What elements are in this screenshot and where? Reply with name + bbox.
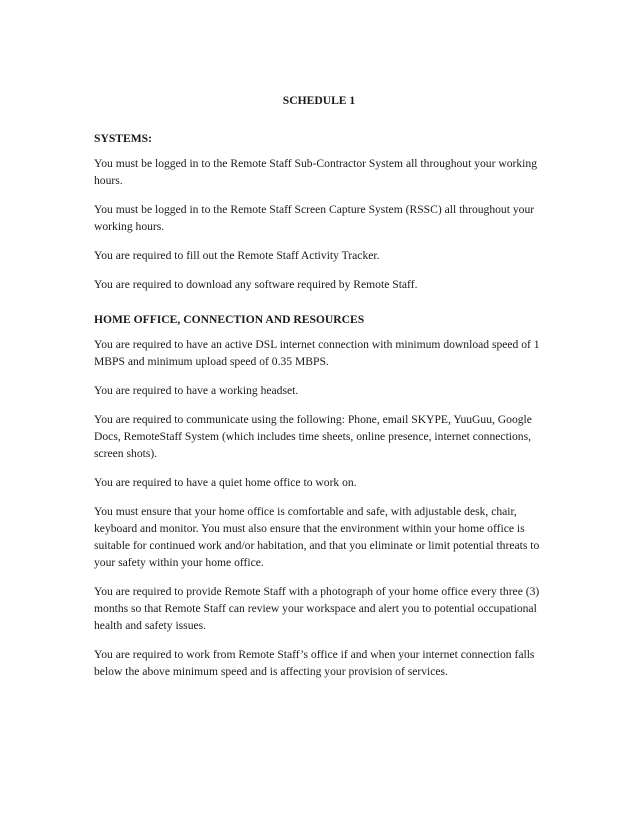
paragraph: You are required to have a quiet home office to work on.	[94, 476, 357, 489]
section-heading: HOME OFFICE, CONNECTION AND RESOURCES	[94, 313, 365, 326]
paragraph: You are required to fill out the Remote Staff Activity Tracker.	[94, 249, 380, 262]
paragraph: You are required to download any software required by Remote Staff.	[94, 278, 418, 291]
systems-section	[94, 130, 544, 293]
paragraph: You are required to provide Remote Staff with a photograph of your home office every three (3) months so that Remote Staff can review your workspace and alert you to potential occupational health and safety issues.	[94, 585, 540, 632]
paragraph: You are required to work from Remote Staff’s office if and when your internet connection falls below the above minimum speed and is affecting your provision of services.	[94, 648, 535, 678]
section-heading: SYSTEMS:	[94, 132, 152, 145]
paragraph: You are required to have a working headset.	[94, 384, 299, 397]
paragraph: You must be logged in to the Remote Staff Screen Capture System (RSSC) all throughout your working hours.	[94, 203, 535, 233]
paragraph: You must be logged in to the Remote Staff Sub-Contractor System all throughout your working hours.	[94, 157, 538, 187]
home-office-section	[94, 311, 544, 680]
paragraph: You are required to have an active DSL internet connection with minimum download speed of 1 MBPS and minimum upload speed of 0.35 MBPS.	[94, 338, 540, 368]
paragraph: You are required to communicate using the following: Phone, email SKYPE, YuuGuu, Google Docs, RemoteStaff System (which includes time sheets, online presence, internet connections, screen shots).	[94, 413, 532, 460]
paragraph: You must ensure that your home office is comfortable and safe, with adjustable desk, chair, keyboard and monitor. You must also ensure that the environment within your home office is suitable for continued work and/or habitation, and that you eliminate or limit potential threats to your safety within your home office.	[94, 505, 540, 569]
document-title: SCHEDULE 1	[282, 94, 356, 107]
document-body	[94, 92, 544, 692]
